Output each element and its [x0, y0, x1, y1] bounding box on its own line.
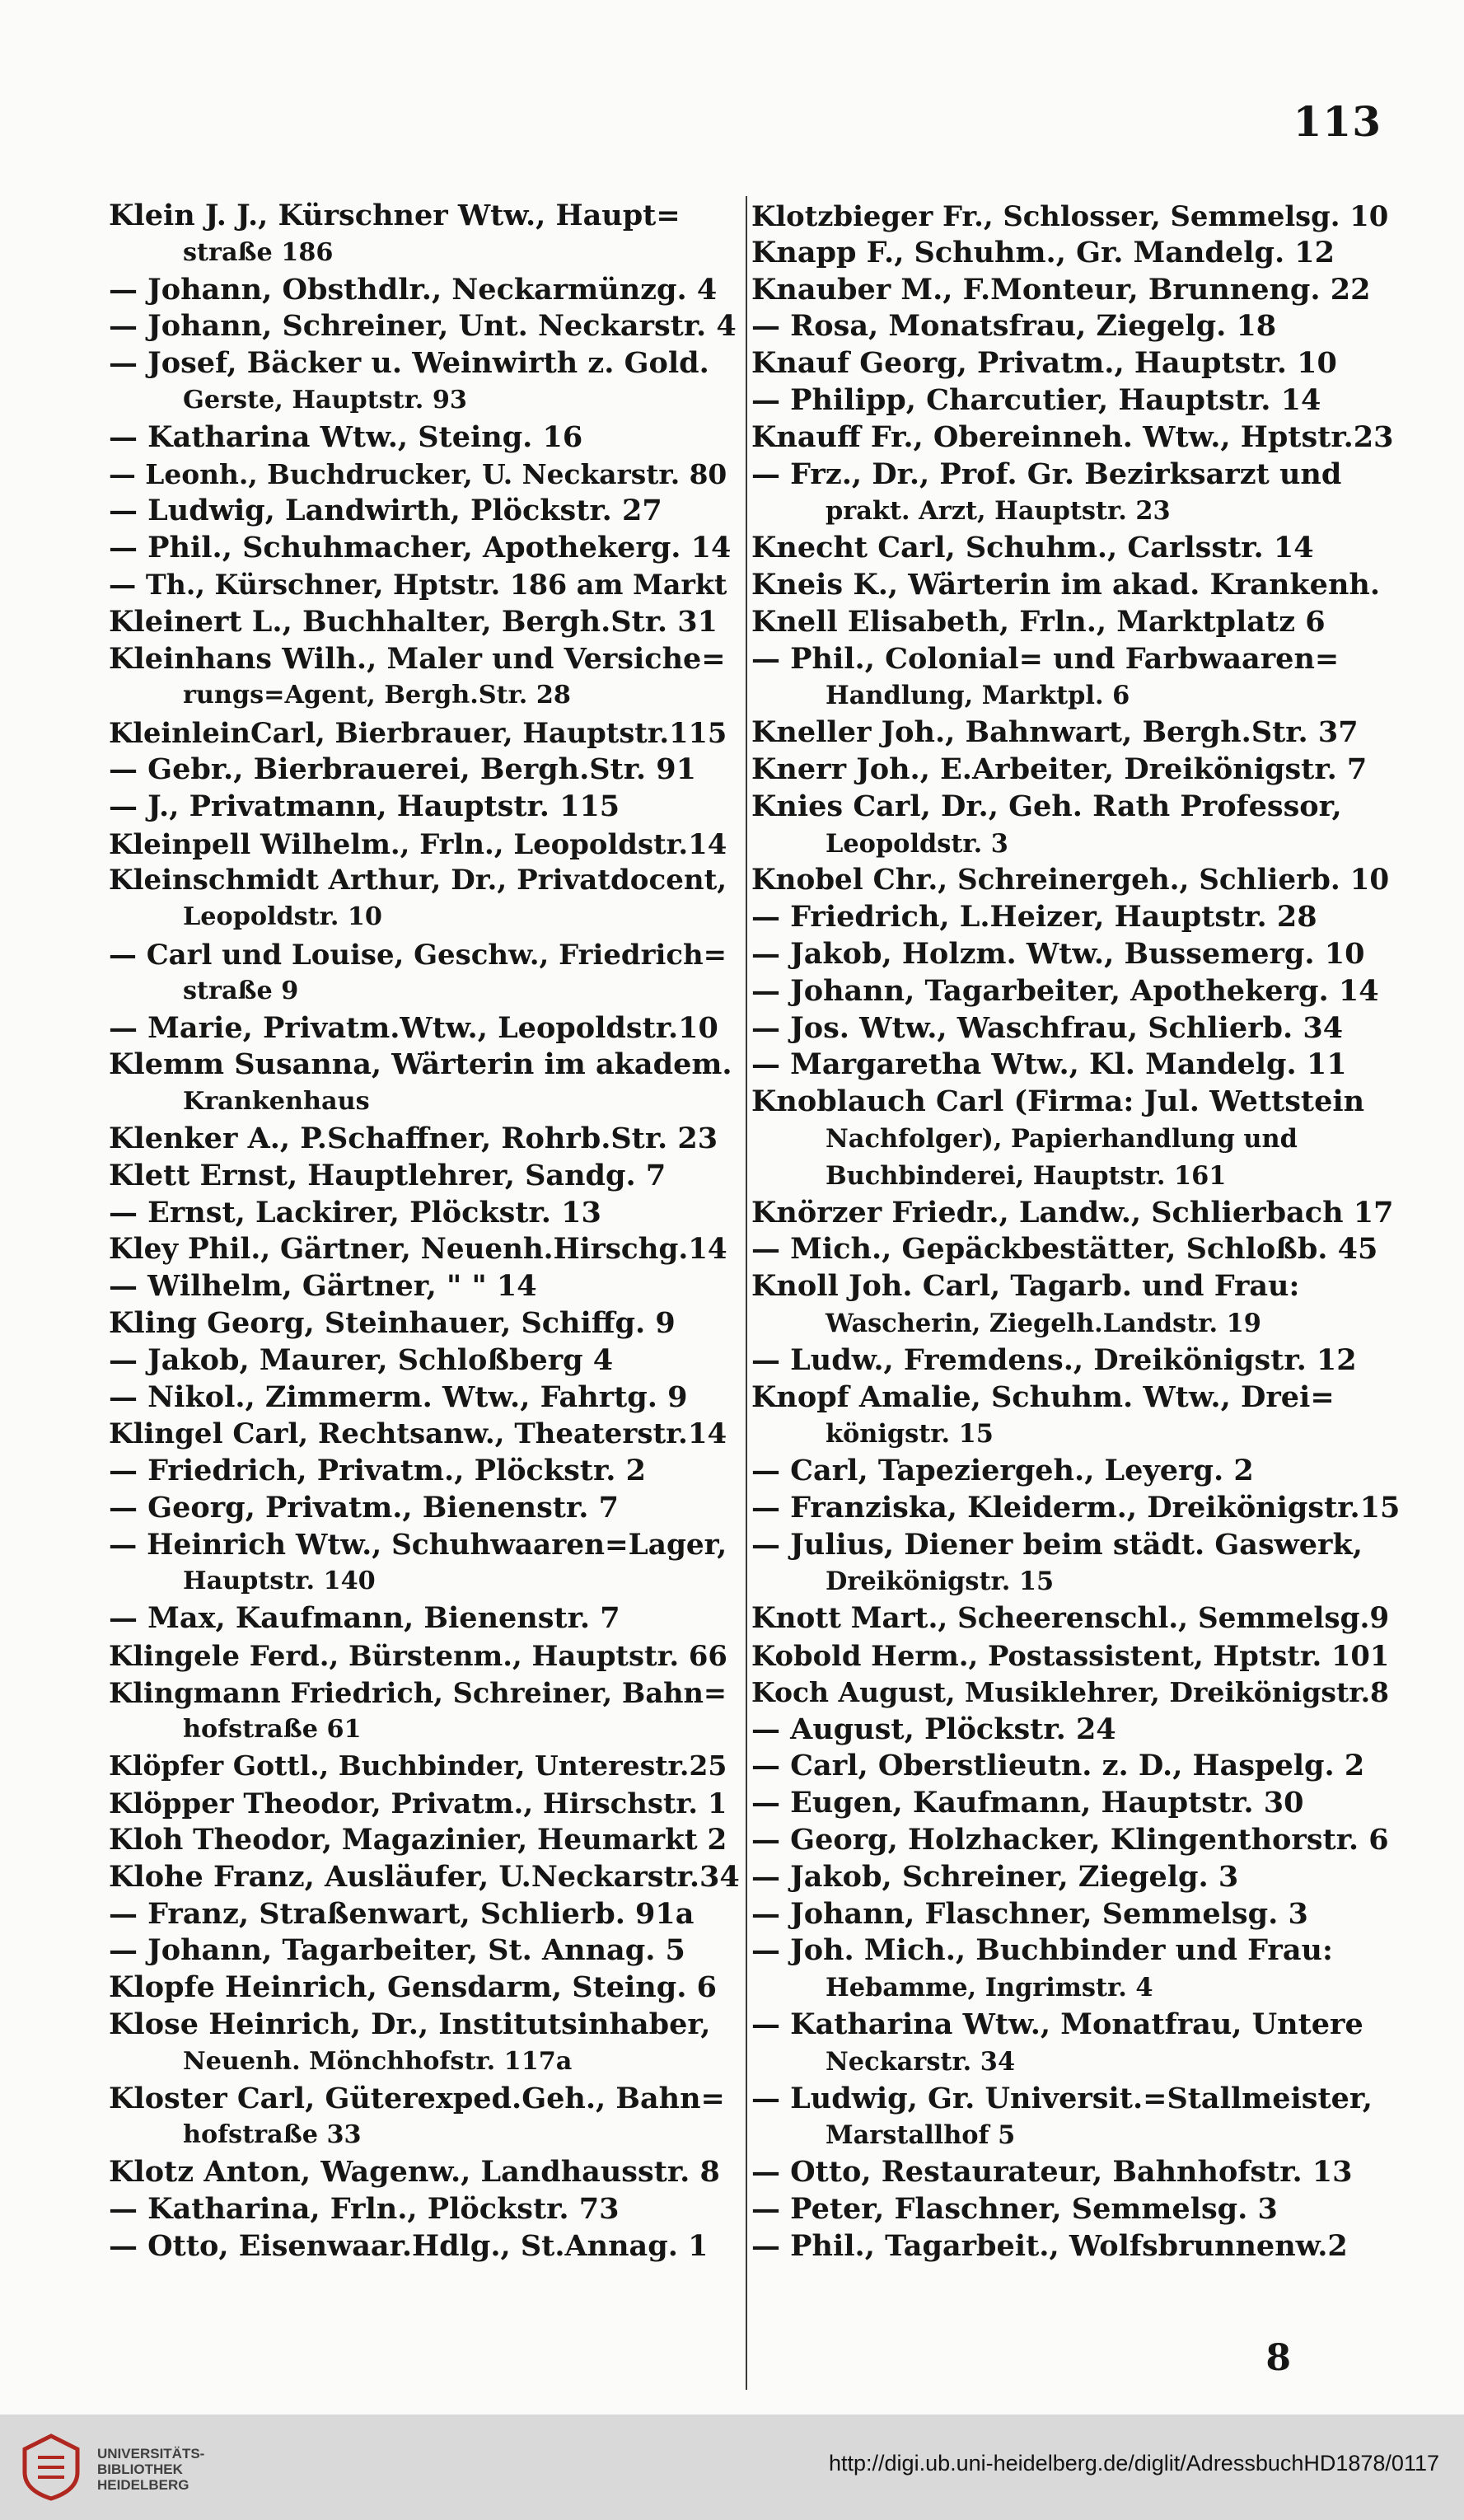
- directory-entry: [751, 2154, 1402, 2191]
- entry-text: Kneis K., Wärterin im akad. Krankenh.: [751, 567, 1381, 602]
- directory-entry: [109, 1010, 740, 1047]
- entry-text: Knauf Georg, Privatm., Hauptstr. 10: [751, 346, 1337, 381]
- directory-entry: [751, 308, 1402, 345]
- entry-text: — Franz, Straßenwart, Schlierb. 91a: [109, 1896, 695, 1931]
- directory-entry: [751, 1268, 1402, 1342]
- directory-entry: [751, 457, 1402, 531]
- entry-text: Klingele Ferd., Bürstenm., Hauptstr. 66: [109, 1639, 727, 1673]
- entry-text: — Ernst, Lackirer, Plöckstr. 13: [109, 1195, 601, 1230]
- directory-entry: [751, 1932, 1402, 2007]
- directory-entry: [109, 1305, 740, 1342]
- directory-entry: [751, 382, 1402, 419]
- entry-text: — Jakob, Schreiner, Ziegelg. 3: [751, 1859, 1239, 1894]
- directory-entry: [109, 1195, 740, 1232]
- entry-continuation: Krankenhaus: [183, 1087, 370, 1117]
- entry-continuation: Neckarstr. 34: [826, 2046, 1016, 2077]
- entry-text: Knopf Amalie, Schuhm. Wtw., Drei=: [751, 1379, 1335, 1414]
- directory-entry: [109, 1896, 740, 1933]
- entry-text: Kley Phil., Gärtner, Neuenh.Hirschg.14: [109, 1233, 727, 1267]
- directory-entry: [751, 1010, 1402, 1047]
- entry-text: Knapp F., Schuhm., Gr. Mandelg. 12: [751, 235, 1335, 269]
- entry-text: — Ludwig, Gr. Universit.=Stallmeister,: [751, 2081, 1373, 2115]
- entry-text: — Katharina Wtw., Monatfrau, Untere: [751, 2007, 1363, 2042]
- directory-entry: [751, 345, 1402, 382]
- entry-text: — Max, Kaufmann, Bienenstr. 7: [109, 1601, 620, 1636]
- directory-entry: [109, 308, 740, 345]
- directory-entry: [751, 530, 1402, 567]
- directory-entry: [751, 1453, 1402, 1490]
- entry-text: Knott Mart., Scheerenschl., Semmelsg.9: [751, 1602, 1390, 1636]
- entry-text: — Peter, Flaschner, Semmelsg. 3: [751, 2192, 1278, 2227]
- directory-entry: [751, 714, 1402, 752]
- library-name: [97, 2446, 204, 2493]
- entry-text: — Mich., Gepäckbestätter, Schloßb. 45: [751, 1232, 1378, 1267]
- directory-entry: [751, 272, 1402, 309]
- entry-text: — Georg, Privatm., Bienenstr. 7: [109, 1490, 619, 1525]
- directory-entry: [109, 1970, 740, 2007]
- directory-entry: [751, 1675, 1402, 1712]
- entry-text: — Johann, Tagarbeiter, Apothekerg. 14: [751, 973, 1379, 1008]
- directory-entry: [109, 1675, 740, 1749]
- entry-continuation: Buchbinderei, Hauptstr. 161: [826, 1160, 1227, 1191]
- directory-entry: [109, 1932, 740, 1970]
- directory-entry: [109, 1047, 740, 1121]
- entry-text: Knell Elisabeth, Frln., Marktplatz 6: [751, 604, 1326, 639]
- entry-text: — Joh. Mich., Buchbinder und Frau:: [751, 1933, 1333, 1968]
- directory-entry: [109, 1268, 740, 1305]
- library-name-line: UNIVERSITÄTS-: [97, 2446, 205, 2461]
- entry-text: Knobel Chr., Schreinergeh., Schlierb. 10: [751, 864, 1390, 897]
- directory-entry: [751, 2007, 1402, 2081]
- entry-text: Knörzer Friedr., Landw., Schlierbach 17: [751, 1195, 1394, 1230]
- entry-text: Kleinhans Wilh., Maler und Versiche=: [109, 641, 726, 676]
- directory-entry: [751, 1712, 1402, 1749]
- directory-entry: [751, 1748, 1402, 1785]
- entry-text: KleinleinCarl, Bierbrauer, Hauptstr.115: [109, 716, 727, 750]
- entry-text: — Carl, Oberstlieutn. z. D., Haspelg. 2: [751, 1749, 1365, 1783]
- signature-mark: 8: [1265, 2337, 1291, 2379]
- directory-entry: [109, 567, 740, 604]
- entry-text: — Phil., Schuhmacher, Apothekerg. 14: [109, 531, 732, 565]
- entry-continuation: Handlung, Marktpl. 6: [826, 681, 1130, 711]
- entry-continuation: hofstraße 61: [183, 1714, 362, 1744]
- directory-entry: [751, 752, 1402, 789]
- entry-text: Klenker A., P.Schaffner, Rohrb.Str. 23: [109, 1121, 718, 1155]
- entry-continuation: Hauptstr. 140: [183, 1567, 376, 1596]
- entry-text: — August, Plöckstr. 24: [751, 1712, 1116, 1746]
- directory-entry: [109, 1379, 740, 1417]
- entry-continuation: Leopoldstr. 10: [183, 902, 382, 932]
- directory-entry: [751, 789, 1402, 863]
- directory-entry: [109, 1342, 740, 1379]
- page-number: 113: [1293, 97, 1382, 146]
- entry-continuation: hofstraße 33: [183, 2120, 362, 2150]
- entry-text: — Rosa, Monatsfrau, Ziegelg. 18: [751, 309, 1277, 344]
- directory-entry: [109, 789, 740, 826]
- entry-text: Klett Ernst, Hauptlehrer, Sandg. 7: [109, 1158, 667, 1192]
- directory-entry: [109, 272, 740, 309]
- directory-entry: [109, 1490, 740, 1527]
- university-seal-icon: [18, 2433, 84, 2502]
- directory-entry: [751, 1231, 1402, 1268]
- library-name-line: BIBLIOTHEK: [97, 2461, 183, 2477]
- directory-entry: [751, 1637, 1402, 1675]
- directory-entry: [109, 1785, 740, 1822]
- entry-text: Klöpper Theodor, Privatm., Hirschstr. 1: [109, 1787, 727, 1820]
- entry-text: — Otto, Eisenwaar.Hdlg., St.Annag. 1: [109, 2228, 709, 2263]
- directory-entry: [109, 1527, 740, 1601]
- directory-entry: [751, 2191, 1402, 2228]
- directory-entry: [109, 826, 740, 863]
- entry-text: — Marie, Privatm.Wtw., Leopoldstr.10: [109, 1010, 718, 1045]
- entry-text: Klohe Franz, Ausläufer, U.Neckarstr.34: [109, 1859, 740, 1894]
- entry-text: — Phil., Tagarbeit., Wolfsbrunnenw.2: [751, 2228, 1348, 2263]
- entry-text: — Frz., Dr., Prof. Gr. Bezirksarzt und: [751, 457, 1342, 491]
- directory-entry: [109, 530, 740, 567]
- entry-text: — Heinrich Wtw., Schuhwaaren=Lager,: [109, 1528, 727, 1562]
- entry-continuation: Marstallhof 5: [826, 2120, 1016, 2151]
- entry-text: — Franziska, Kleiderm., Dreikönigstr.15: [751, 1490, 1401, 1525]
- directory-entry: [109, 457, 740, 494]
- directory-entry: [109, 752, 740, 789]
- directory-entry: [751, 1822, 1402, 1859]
- entry-text: — Th., Kürschner, Hptstr. 186 am Markt: [109, 568, 727, 601]
- directory-entry: [109, 604, 740, 641]
- directory-entry: [109, 419, 740, 457]
- entry-text: Klemm Susanna, Wärterin im akadem.: [109, 1047, 732, 1082]
- directory-entry: [751, 2081, 1402, 2155]
- directory-entry: [109, 1859, 740, 1896]
- entry-text: — Johann, Flaschner, Semmelsg. 3: [751, 1896, 1308, 1931]
- directory-entry: [109, 198, 740, 272]
- entry-continuation: rungs=Agent, Bergh.Str. 28: [183, 681, 571, 710]
- entry-text: Knoll Joh. Carl, Tagarb. und Frau:: [751, 1269, 1300, 1304]
- entry-text: Klose Heinrich, Dr., Institutsinhaber,: [109, 2007, 711, 2042]
- directory-entry: [109, 1121, 740, 1158]
- entry-text: — Johann, Obsthdlr., Neckarmünzg. 4: [109, 272, 718, 307]
- entry-text: — J., Privatmann, Hauptstr. 115: [109, 789, 620, 823]
- entry-continuation: Neuenh. Mönchhofstr. 117a: [183, 2046, 573, 2076]
- entry-text: — Ludwig, Landwirth, Plöckstr. 27: [109, 494, 662, 528]
- entry-text: Knerr Joh., E.Arbeiter, Dreikönigstr. 7: [751, 752, 1368, 786]
- directory-entry: [751, 604, 1402, 641]
- directory-entry: [109, 1822, 740, 1859]
- entry-text: — Margaretha Wtw., Kl. Mandelg. 11: [751, 1047, 1347, 1082]
- entry-text: Knoblauch Carl (Firma: Jul. Wettstein: [751, 1084, 1365, 1119]
- entry-text: — Katharina Wtw., Steing. 16: [109, 419, 583, 454]
- directory-entry: [109, 714, 740, 752]
- entry-text: Klotzbieger Fr., Schlosser, Semmelsg. 10: [751, 199, 1389, 232]
- entry-text: Kobold Herm., Postassistent, Hptstr. 101: [751, 1639, 1390, 1673]
- entry-text: Klöpfer Gottl., Buchbinder, Unterestr.25: [109, 1749, 727, 1782]
- entry-text: Klingel Carl, Rechtsanw., Theaterstr.14: [109, 1417, 727, 1451]
- entry-continuation: Gerste, Hauptstr. 93: [183, 385, 467, 415]
- entry-text: — Eugen, Kaufmann, Hauptstr. 30: [751, 1786, 1304, 1820]
- entry-text: Klein J. J., Kürschner Wtw., Haupt=: [109, 199, 681, 232]
- directory-entry: [109, 1231, 740, 1268]
- entry-text: — Jos. Wtw., Waschfrau, Schlierb. 34: [751, 1010, 1344, 1045]
- entry-continuation: königstr. 15: [826, 1419, 994, 1450]
- entry-text: — Johann, Tagarbeiter, St. Annag. 5: [109, 1933, 685, 1968]
- entry-continuation: prakt. Arzt, Hauptstr. 23: [826, 496, 1171, 527]
- library-name-line: HEIDELBERG: [97, 2477, 189, 2493]
- directory-entry: [751, 1490, 1402, 1527]
- entry-text: — Leonh., Buchdrucker, U. Neckarstr. 80: [109, 457, 727, 490]
- directory-entry: [109, 641, 740, 715]
- directory-entry: [751, 1896, 1402, 1933]
- footer-bar: [0, 2415, 1464, 2520]
- directory-column-right: [751, 198, 1402, 2265]
- directory-entry: [751, 235, 1402, 272]
- directory-entry: [751, 1379, 1402, 1454]
- directory-entry: [109, 1158, 740, 1195]
- entry-continuation: Leopoldstr. 3: [826, 828, 1008, 859]
- directory-entry: [751, 862, 1402, 899]
- entry-text: Kloh Theodor, Magazinier, Heumarkt 2: [109, 1824, 727, 1857]
- directory-entry: [109, 2007, 740, 2081]
- entry-text: — Katharina, Frln., Plöckstr. 73: [109, 2192, 620, 2227]
- directory-entry: [109, 2228, 740, 2265]
- directory-entry: [109, 936, 740, 1010]
- directory-entry: [109, 862, 740, 936]
- entry-text: Kling Georg, Steinhauer, Schiffg. 9: [109, 1305, 676, 1340]
- directory-entry: [109, 2154, 740, 2191]
- entry-text: Klotz Anton, Wagenw., Landhausstr. 8: [109, 2155, 720, 2190]
- directory-entry: [751, 1342, 1402, 1379]
- entry-text: — Phil., Colonial= und Farbwaaren=: [751, 641, 1340, 676]
- entry-text: Kleinpell Wilhelm., Frln., Leopoldstr.14: [109, 827, 727, 860]
- directory-entry: [751, 1600, 1402, 1637]
- entry-text: — Philipp, Charcutier, Hauptstr. 14: [751, 382, 1321, 417]
- entry-text: Kloster Carl, Güterexped.Geh., Bahn=: [109, 2081, 725, 2115]
- directory-entry: [751, 198, 1402, 235]
- directory-entry: [751, 936, 1402, 973]
- entry-text: — Georg, Holzhacker, Klingenthorstr. 6: [751, 1823, 1389, 1857]
- directory-entry: [751, 899, 1402, 936]
- entry-text: — Ludw., Fremdens., Dreikönigstr. 12: [751, 1342, 1357, 1377]
- directory-entry: [751, 973, 1402, 1010]
- entry-text: Klopfe Heinrich, Gensdarm, Steing. 6: [109, 1970, 717, 2005]
- entry-text: — Gebr., Bierbrauerei, Bergh.Str. 91: [109, 752, 697, 786]
- directory-column-left: [109, 198, 740, 2265]
- directory-entry: [751, 1859, 1402, 1896]
- entry-text: Kneller Joh., Bahnwart, Bergh.Str. 37: [751, 715, 1359, 750]
- directory-entry: [751, 1527, 1402, 1601]
- directory-entry: [751, 1195, 1402, 1232]
- entry-text: Klingmann Friedrich, Schreiner, Bahn=: [109, 1675, 727, 1709]
- directory-entry: [109, 1748, 740, 1785]
- directory-entry: [109, 345, 740, 419]
- directory-entry: [751, 1047, 1402, 1084]
- entry-text: — Otto, Restaurateur, Bahnhofstr. 13: [751, 2155, 1353, 2190]
- entry-text: — Wilhelm, Gärtner, " " 14: [109, 1269, 537, 1304]
- source-url-link[interactable]: http://digi.ub.uni-heidelberg.de/diglit/AdressbuchHD1878/0117: [829, 2451, 1439, 2476]
- entry-continuation: Dreikönigstr. 15: [826, 1567, 1055, 1597]
- entry-text: — Friedrich, Privatm., Plöckstr. 2: [109, 1454, 646, 1488]
- directory-entry: [109, 1453, 740, 1490]
- directory-entry: [109, 2081, 740, 2155]
- directory-entry: [109, 1600, 740, 1637]
- entry-text: — Jakob, Maurer, Schloßberg 4: [109, 1342, 614, 1377]
- entry-text: Koch August, Musiklehrer, Dreikönigstr.8: [751, 1675, 1390, 1708]
- column-divider: [746, 196, 747, 2390]
- entry-text: — Friedrich, L.Heizer, Hauptstr. 28: [751, 900, 1317, 934]
- entry-text: — Julius, Diener beim städt. Gaswerk,: [751, 1527, 1363, 1562]
- entry-text: — Johann, Schreiner, Unt. Neckarstr. 4: [109, 309, 737, 344]
- entry-text: Kleinschmidt Arthur, Dr., Privatdocent,: [109, 864, 727, 897]
- directory-entry: [751, 567, 1402, 604]
- entry-text: — Carl und Louise, Geschw., Friedrich=: [109, 937, 727, 971]
- directory-entry: [751, 2228, 1402, 2265]
- entry-text: Knecht Carl, Schuhm., Carlsstr. 14: [751, 531, 1314, 565]
- directory-entry: [751, 1084, 1402, 1194]
- entry-continuation: Nachfolger), Papierhandlung und: [826, 1123, 1298, 1154]
- directory-entry: [109, 493, 740, 530]
- entry-text: — Nikol., Zimmerm. Wtw., Fahrtg. 9: [109, 1379, 688, 1414]
- directory-entry: [109, 1637, 740, 1675]
- entry-text: Knies Carl, Dr., Geh. Rath Professor,: [751, 789, 1342, 823]
- directory-entry: [751, 1785, 1402, 1822]
- directory-entry: [751, 641, 1402, 715]
- entry-text: Knauber M., F.Monteur, Brunneng. 22: [751, 272, 1371, 307]
- entry-continuation: straße 186: [183, 237, 334, 267]
- directory-entry: [751, 419, 1402, 457]
- entry-text: — Jakob, Holzm. Wtw., Bussemerg. 10: [751, 936, 1365, 971]
- entry-continuation: Hebamme, Ingrimstr. 4: [826, 1973, 1153, 2003]
- entry-text: Kleinert L., Buchhalter, Bergh.Str. 31: [109, 604, 718, 639]
- entry-text: — Carl, Tapeziergeh., Leyerg. 2: [751, 1454, 1254, 1488]
- entry-continuation: straße 9: [183, 976, 299, 1005]
- entry-text: Knauff Fr., Obereinneh. Wtw., Hptstr.23: [751, 419, 1394, 454]
- directory-entry: [109, 1416, 740, 1453]
- directory-entry: [109, 2191, 740, 2228]
- entry-continuation: Wascherin, Ziegelh.Landstr. 19: [826, 1308, 1261, 1338]
- entry-text: — Josef, Bäcker u. Weinwirth z. Gold.: [109, 346, 709, 381]
